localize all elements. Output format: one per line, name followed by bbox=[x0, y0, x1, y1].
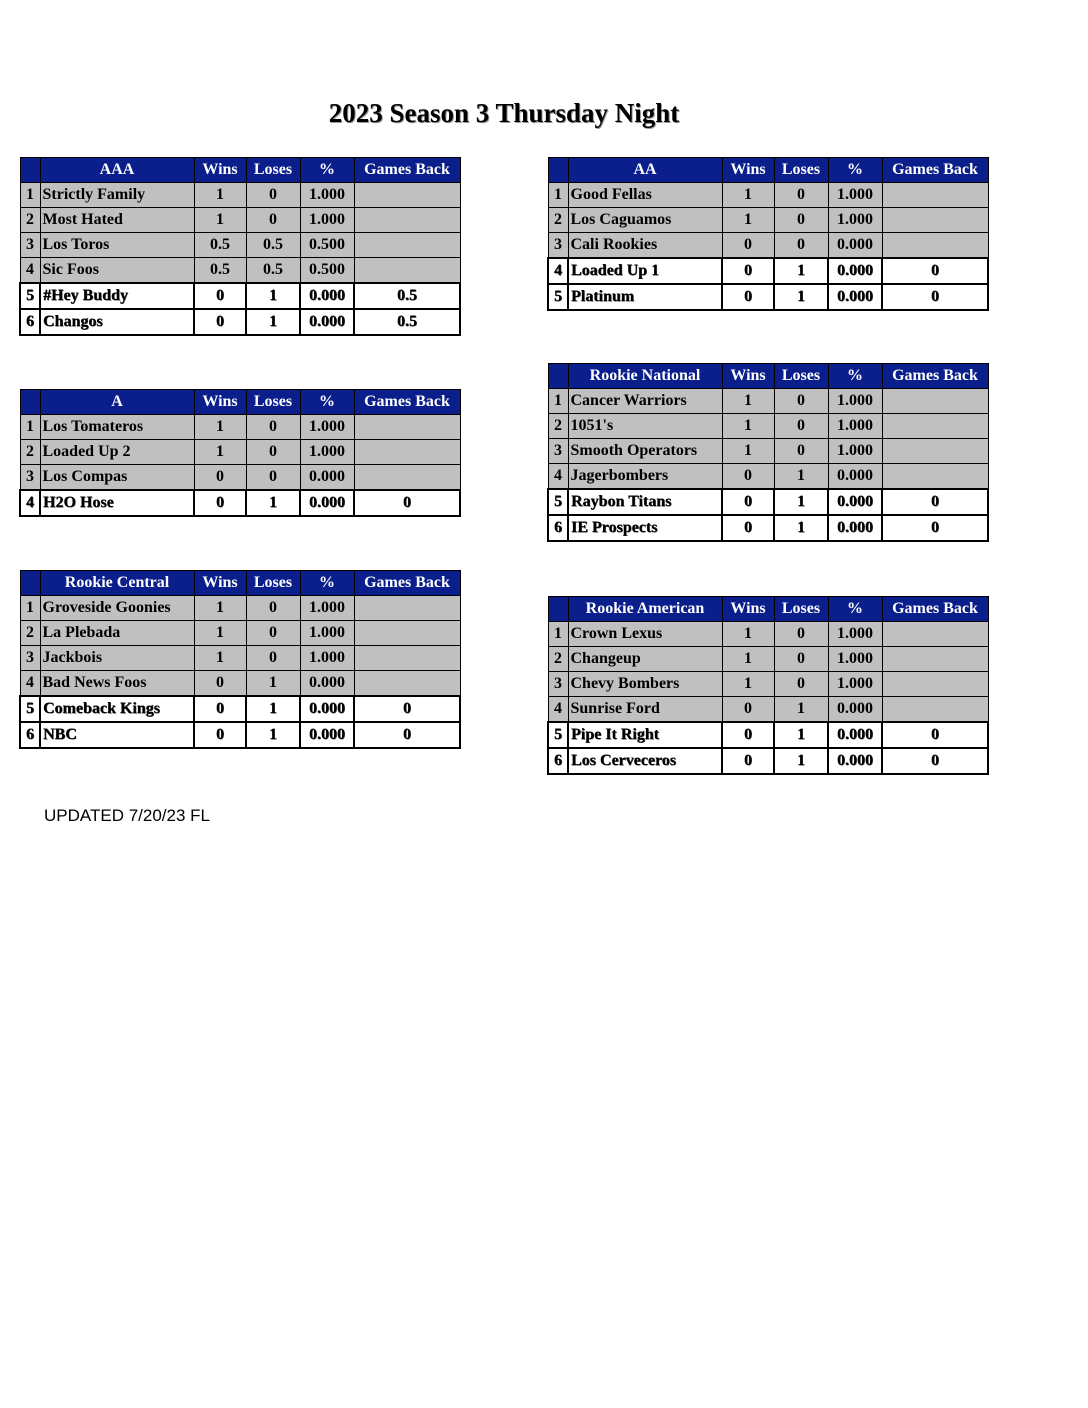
rank-cell: 1 bbox=[20, 596, 40, 621]
wins-cell: 1 bbox=[194, 440, 246, 465]
wins-cell: 0 bbox=[722, 258, 774, 284]
pct-cell: 1.000 bbox=[300, 621, 354, 646]
header-row bbox=[548, 158, 988, 183]
loses-header: Loses bbox=[246, 571, 300, 596]
wins-cell: 0 bbox=[194, 309, 246, 335]
team-name-cell: Smooth Operators bbox=[568, 439, 722, 464]
standings-table bbox=[547, 363, 989, 542]
wins-cell: 1 bbox=[722, 647, 774, 672]
rank-cell: 5 bbox=[548, 284, 568, 310]
team-name-cell: #Hey Buddy bbox=[40, 283, 194, 309]
rank-cell: 5 bbox=[20, 696, 40, 722]
table-row bbox=[20, 621, 460, 646]
table-row bbox=[548, 622, 988, 647]
team-name-cell: Los Tomateros bbox=[40, 415, 194, 440]
wins-cell: 1 bbox=[722, 672, 774, 697]
pct-cell: 1.000 bbox=[828, 389, 882, 414]
rank-cell: 4 bbox=[20, 490, 40, 516]
loses-cell: 1 bbox=[246, 490, 300, 516]
table-row bbox=[548, 697, 988, 723]
rank-cell: 1 bbox=[20, 415, 40, 440]
loses-cell: 0 bbox=[246, 596, 300, 621]
table-row bbox=[548, 489, 988, 515]
rank-cell: 5 bbox=[548, 489, 568, 515]
loses-header: Loses bbox=[246, 158, 300, 183]
table-row bbox=[548, 439, 988, 464]
team-name-cell: Los Compas bbox=[40, 465, 194, 491]
rank-header bbox=[548, 158, 568, 183]
team-name-cell: Sunrise Ford bbox=[568, 697, 722, 723]
standings-rookie-national bbox=[547, 363, 989, 542]
rank-cell: 1 bbox=[548, 183, 568, 208]
loses-cell: 1 bbox=[246, 696, 300, 722]
loses-cell: 1 bbox=[774, 748, 828, 774]
games-back-cell: 0 bbox=[354, 696, 460, 722]
wins-cell: 0 bbox=[194, 283, 246, 309]
team-name-cell: Raybon Titans bbox=[568, 489, 722, 515]
games-back-cell: 0.5 bbox=[354, 283, 460, 309]
pct-cell: 0.000 bbox=[828, 464, 882, 490]
rank-cell: 6 bbox=[548, 515, 568, 541]
wins-cell: 0 bbox=[194, 671, 246, 697]
loses-header: Loses bbox=[246, 390, 300, 415]
loses-cell: 1 bbox=[774, 697, 828, 723]
loses-cell: 1 bbox=[774, 515, 828, 541]
wins-header: Wins bbox=[722, 158, 774, 183]
division-name-header: Rookie National bbox=[568, 364, 722, 389]
loses-cell: 0 bbox=[774, 183, 828, 208]
table-row bbox=[20, 440, 460, 465]
loses-cell: 0 bbox=[774, 672, 828, 697]
rank-cell: 6 bbox=[20, 722, 40, 748]
pct-cell: 1.000 bbox=[300, 596, 354, 621]
standings-table bbox=[547, 157, 989, 311]
table-row bbox=[20, 208, 460, 233]
pct-header: % bbox=[828, 158, 882, 183]
rank-cell: 2 bbox=[20, 208, 40, 233]
wins-header: Wins bbox=[194, 571, 246, 596]
table-row bbox=[548, 208, 988, 233]
pct-header: % bbox=[300, 571, 354, 596]
games-back-cell: 0 bbox=[882, 748, 988, 774]
wins-cell: 1 bbox=[722, 622, 774, 647]
wins-header: Wins bbox=[722, 364, 774, 389]
pct-header: % bbox=[300, 158, 354, 183]
team-name-cell: Sic Foos bbox=[40, 258, 194, 284]
table-row bbox=[548, 647, 988, 672]
loses-cell: 0 bbox=[774, 389, 828, 414]
loses-cell: 0 bbox=[774, 208, 828, 233]
team-name-cell: Changos bbox=[40, 309, 194, 335]
header-row bbox=[548, 364, 988, 389]
standings-table bbox=[19, 157, 461, 336]
rank-header bbox=[548, 597, 568, 622]
rank-cell: 4 bbox=[20, 258, 40, 284]
rank-cell: 5 bbox=[20, 283, 40, 309]
table-row bbox=[20, 309, 460, 335]
games-back-cell: 0 bbox=[882, 515, 988, 541]
pct-cell: 1.000 bbox=[828, 622, 882, 647]
table-row bbox=[20, 283, 460, 309]
pct-cell: 0.000 bbox=[300, 283, 354, 309]
loses-cell: 0 bbox=[246, 440, 300, 465]
table-row bbox=[20, 465, 460, 491]
rank-cell: 2 bbox=[548, 414, 568, 439]
rank-header bbox=[20, 571, 40, 596]
rank-cell: 2 bbox=[20, 440, 40, 465]
loses-cell: 1 bbox=[774, 464, 828, 490]
loses-cell: 1 bbox=[246, 671, 300, 697]
division-name-header: AAA bbox=[40, 158, 194, 183]
rank-header bbox=[20, 390, 40, 415]
games-back-cell bbox=[354, 183, 460, 208]
games-back-cell bbox=[882, 233, 988, 259]
wins-cell: 0 bbox=[722, 722, 774, 748]
games-back-header: Games Back bbox=[882, 158, 988, 183]
table-row bbox=[20, 696, 460, 722]
pct-cell: 0.000 bbox=[828, 748, 882, 774]
wins-cell: 0 bbox=[722, 233, 774, 259]
games-back-cell bbox=[354, 208, 460, 233]
team-name-cell: Cancer Warriors bbox=[568, 389, 722, 414]
pct-cell: 1.000 bbox=[300, 183, 354, 208]
games-back-cell bbox=[882, 672, 988, 697]
table-row bbox=[548, 414, 988, 439]
games-back-header: Games Back bbox=[354, 390, 460, 415]
team-name-cell: Changeup bbox=[568, 647, 722, 672]
games-back-cell bbox=[354, 596, 460, 621]
standings-aa bbox=[547, 157, 989, 311]
games-back-cell bbox=[354, 415, 460, 440]
games-back-cell bbox=[354, 440, 460, 465]
team-name-cell: 1051's bbox=[568, 414, 722, 439]
team-name-cell: Los Cerveceros bbox=[568, 748, 722, 774]
pct-cell: 1.000 bbox=[300, 208, 354, 233]
page-title: 2023 Season 3 Thursday Night bbox=[328, 98, 680, 128]
wins-cell: 1 bbox=[722, 183, 774, 208]
pct-cell: 0.000 bbox=[828, 515, 882, 541]
division-name-header: Rookie American bbox=[568, 597, 722, 622]
wins-cell: 0 bbox=[722, 284, 774, 310]
games-back-cell bbox=[354, 621, 460, 646]
table-row bbox=[20, 490, 460, 516]
rank-cell: 1 bbox=[20, 183, 40, 208]
team-name-cell: Los Caguamos bbox=[568, 208, 722, 233]
rank-cell: 3 bbox=[20, 233, 40, 258]
header-row bbox=[20, 571, 460, 596]
wins-header: Wins bbox=[194, 390, 246, 415]
games-back-cell bbox=[882, 414, 988, 439]
standings-rookie-central bbox=[19, 570, 461, 749]
rank-header bbox=[20, 158, 40, 183]
loses-cell: 0 bbox=[246, 183, 300, 208]
loses-cell: 0 bbox=[246, 646, 300, 671]
table-row bbox=[20, 722, 460, 748]
wins-cell: 1 bbox=[722, 414, 774, 439]
wins-cell: 0 bbox=[722, 489, 774, 515]
rank-cell: 4 bbox=[548, 697, 568, 723]
team-name-cell: Most Hated bbox=[40, 208, 194, 233]
pct-cell: 0.500 bbox=[300, 258, 354, 284]
table-row bbox=[20, 258, 460, 284]
wins-cell: 0 bbox=[194, 490, 246, 516]
games-back-header: Games Back bbox=[882, 364, 988, 389]
rank-header bbox=[548, 364, 568, 389]
loses-header: Loses bbox=[774, 158, 828, 183]
team-name-cell: Platinum bbox=[568, 284, 722, 310]
pct-cell: 1.000 bbox=[828, 439, 882, 464]
games-back-cell bbox=[354, 233, 460, 258]
wins-cell: 0 bbox=[194, 465, 246, 491]
table-row bbox=[20, 233, 460, 258]
loses-cell: 1 bbox=[774, 284, 828, 310]
pct-cell: 0.000 bbox=[828, 697, 882, 723]
wins-cell: 0 bbox=[722, 515, 774, 541]
games-back-cell bbox=[354, 671, 460, 697]
games-back-cell: 0.5 bbox=[354, 309, 460, 335]
wins-cell: 1 bbox=[194, 183, 246, 208]
updated-note: UPDATED 7/20/23 FL bbox=[44, 806, 210, 825]
games-back-cell bbox=[882, 389, 988, 414]
loses-cell: 0.5 bbox=[246, 233, 300, 258]
team-name-cell: Loaded Up 2 bbox=[40, 440, 194, 465]
loses-header: Loses bbox=[774, 597, 828, 622]
rank-cell: 3 bbox=[20, 646, 40, 671]
games-back-cell bbox=[882, 647, 988, 672]
header-row bbox=[548, 597, 988, 622]
pct-cell: 0.000 bbox=[828, 233, 882, 259]
pct-cell: 1.000 bbox=[828, 414, 882, 439]
wins-cell: 1 bbox=[194, 415, 246, 440]
games-back-cell bbox=[882, 439, 988, 464]
wins-cell: 1 bbox=[194, 208, 246, 233]
loses-cell: 1 bbox=[246, 309, 300, 335]
rank-cell: 4 bbox=[548, 258, 568, 284]
rank-cell: 4 bbox=[20, 671, 40, 697]
loses-cell: 1 bbox=[774, 258, 828, 284]
table-row bbox=[548, 515, 988, 541]
rank-cell: 2 bbox=[548, 647, 568, 672]
header-row bbox=[20, 390, 460, 415]
games-back-cell: 0 bbox=[354, 722, 460, 748]
games-back-cell bbox=[354, 465, 460, 491]
pct-cell: 0.000 bbox=[300, 696, 354, 722]
team-name-cell: Groveside Goonies bbox=[40, 596, 194, 621]
team-name-cell: Jackbois bbox=[40, 646, 194, 671]
rank-cell: 4 bbox=[548, 464, 568, 490]
table-row bbox=[548, 258, 988, 284]
pct-cell: 0.000 bbox=[300, 465, 354, 491]
pct-cell: 1.000 bbox=[828, 208, 882, 233]
table-row bbox=[20, 646, 460, 671]
games-back-cell bbox=[882, 697, 988, 723]
loses-cell: 0 bbox=[246, 415, 300, 440]
loses-header: Loses bbox=[774, 364, 828, 389]
pct-cell: 1.000 bbox=[828, 183, 882, 208]
games-back-cell bbox=[882, 622, 988, 647]
loses-cell: 0 bbox=[246, 465, 300, 491]
table-row bbox=[548, 284, 988, 310]
table-row bbox=[20, 671, 460, 697]
loses-cell: 0 bbox=[774, 622, 828, 647]
loses-cell: 0 bbox=[246, 621, 300, 646]
pct-cell: 1.000 bbox=[300, 415, 354, 440]
table-row bbox=[20, 183, 460, 208]
pct-cell: 0.000 bbox=[828, 258, 882, 284]
loses-cell: 0 bbox=[774, 414, 828, 439]
games-back-cell bbox=[882, 464, 988, 490]
pct-cell: 0.000 bbox=[300, 490, 354, 516]
division-name-header: AA bbox=[568, 158, 722, 183]
pct-cell: 1.000 bbox=[828, 647, 882, 672]
games-back-cell bbox=[354, 258, 460, 284]
loses-cell: 1 bbox=[774, 722, 828, 748]
rank-cell: 3 bbox=[20, 465, 40, 491]
team-name-cell: La Plebada bbox=[40, 621, 194, 646]
loses-cell: 0 bbox=[774, 233, 828, 259]
games-back-cell bbox=[882, 183, 988, 208]
pct-cell: 1.000 bbox=[828, 672, 882, 697]
rank-cell: 6 bbox=[548, 748, 568, 774]
team-name-cell: Pipe It Right bbox=[568, 722, 722, 748]
rank-cell: 3 bbox=[548, 233, 568, 259]
wins-cell: 0 bbox=[722, 464, 774, 490]
pct-header: % bbox=[828, 364, 882, 389]
games-back-cell: 0 bbox=[882, 258, 988, 284]
loses-cell: 0 bbox=[774, 439, 828, 464]
team-name-cell: H2O Hose bbox=[40, 490, 194, 516]
team-name-cell: Jagerbombers bbox=[568, 464, 722, 490]
loses-cell: 1 bbox=[774, 489, 828, 515]
team-name-cell: Cali Rookies bbox=[568, 233, 722, 259]
wins-cell: 0 bbox=[722, 697, 774, 723]
wins-cell: 0 bbox=[194, 696, 246, 722]
team-name-cell: Good Fellas bbox=[568, 183, 722, 208]
standings-table bbox=[547, 596, 989, 775]
pct-cell: 0.500 bbox=[300, 233, 354, 258]
table-row bbox=[20, 415, 460, 440]
loses-cell: 0 bbox=[774, 647, 828, 672]
team-name-cell: Loaded Up 1 bbox=[568, 258, 722, 284]
wins-cell: 0 bbox=[722, 748, 774, 774]
rank-cell: 6 bbox=[20, 309, 40, 335]
wins-cell: 0.5 bbox=[194, 258, 246, 284]
rank-cell: 3 bbox=[548, 439, 568, 464]
games-back-cell bbox=[354, 646, 460, 671]
team-name-cell: Bad News Foos bbox=[40, 671, 194, 697]
division-name-header: A bbox=[40, 390, 194, 415]
wins-cell: 1 bbox=[722, 389, 774, 414]
wins-cell: 0 bbox=[194, 722, 246, 748]
pct-cell: 1.000 bbox=[300, 646, 354, 671]
table-row bbox=[548, 722, 988, 748]
rank-cell: 2 bbox=[548, 208, 568, 233]
games-back-header: Games Back bbox=[354, 571, 460, 596]
standings-table bbox=[19, 570, 461, 749]
pct-cell: 1.000 bbox=[300, 440, 354, 465]
team-name-cell: IE Prospects bbox=[568, 515, 722, 541]
table-row bbox=[20, 596, 460, 621]
team-name-cell: Strictly Family bbox=[40, 183, 194, 208]
table-row bbox=[548, 183, 988, 208]
loses-cell: 0.5 bbox=[246, 258, 300, 284]
team-name-cell: Chevy Bombers bbox=[568, 672, 722, 697]
table-row bbox=[548, 748, 988, 774]
team-name-cell: Crown Lexus bbox=[568, 622, 722, 647]
loses-cell: 1 bbox=[246, 722, 300, 748]
rank-cell: 1 bbox=[548, 389, 568, 414]
standings-table bbox=[19, 389, 461, 517]
pct-cell: 0.000 bbox=[300, 722, 354, 748]
table-row bbox=[548, 233, 988, 259]
pct-cell: 0.000 bbox=[300, 309, 354, 335]
games-back-cell: 0 bbox=[882, 284, 988, 310]
rank-cell: 1 bbox=[548, 622, 568, 647]
pct-cell: 0.000 bbox=[300, 671, 354, 697]
pct-cell: 0.000 bbox=[828, 284, 882, 310]
pct-header: % bbox=[828, 597, 882, 622]
games-back-header: Games Back bbox=[354, 158, 460, 183]
pct-header: % bbox=[300, 390, 354, 415]
games-back-cell: 0 bbox=[882, 722, 988, 748]
games-back-cell: 0 bbox=[354, 490, 460, 516]
wins-cell: 1 bbox=[194, 596, 246, 621]
wins-header: Wins bbox=[194, 158, 246, 183]
rank-cell: 5 bbox=[548, 722, 568, 748]
pct-cell: 0.000 bbox=[828, 722, 882, 748]
loses-cell: 1 bbox=[246, 283, 300, 309]
wins-cell: 0.5 bbox=[194, 233, 246, 258]
games-back-cell bbox=[882, 208, 988, 233]
division-name-header: Rookie Central bbox=[40, 571, 194, 596]
rank-cell: 3 bbox=[548, 672, 568, 697]
standings-rookie-american bbox=[547, 596, 989, 775]
table-row bbox=[548, 672, 988, 697]
standings-a bbox=[19, 389, 461, 517]
rank-cell: 2 bbox=[20, 621, 40, 646]
wins-cell: 1 bbox=[194, 646, 246, 671]
wins-cell: 1 bbox=[722, 439, 774, 464]
wins-header: Wins bbox=[722, 597, 774, 622]
table-row bbox=[548, 464, 988, 490]
wins-cell: 1 bbox=[722, 208, 774, 233]
games-back-header: Games Back bbox=[882, 597, 988, 622]
loses-cell: 0 bbox=[246, 208, 300, 233]
team-name-cell: NBC bbox=[40, 722, 194, 748]
wins-cell: 1 bbox=[194, 621, 246, 646]
games-back-cell: 0 bbox=[882, 489, 988, 515]
team-name-cell: Los Toros bbox=[40, 233, 194, 258]
table-row bbox=[548, 389, 988, 414]
standings-aaa bbox=[19, 157, 461, 336]
team-name-cell: Comeback Kings bbox=[40, 696, 194, 722]
pct-cell: 0.000 bbox=[828, 489, 882, 515]
header-row bbox=[20, 158, 460, 183]
